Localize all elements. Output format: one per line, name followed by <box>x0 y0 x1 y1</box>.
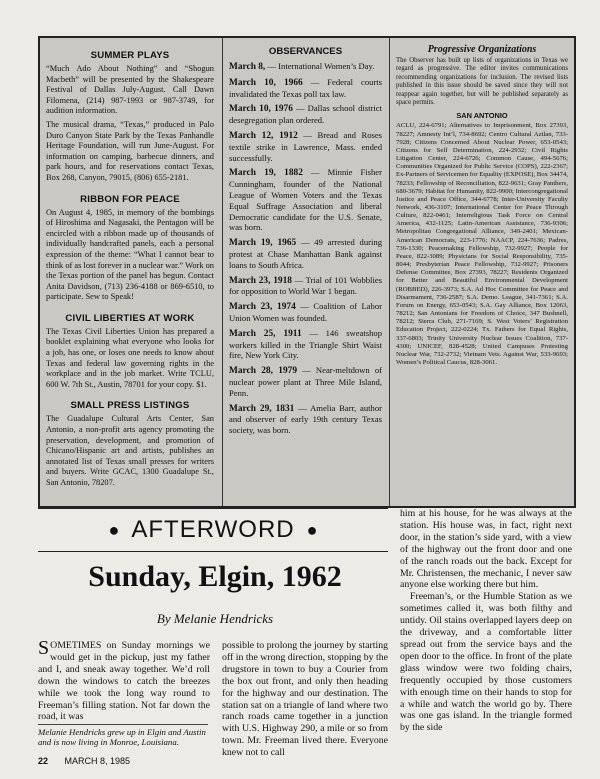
observance-item <box>229 328 382 361</box>
observance-text: — Amelia Barr, author and observer of early 19th century Texas society, was born. <box>229 402 382 436</box>
summer-plays-text-2: The musical drama, “Texas,” produced in Palo Duro Canyon State Park by the Texas Panhandle Heritage Foundation, will run June-August. For information on camping, barbecue dinners, and park hours, and for reservations contact Texas, Box 268, Canyon, 79015, (806) 655-2181. <box>46 119 214 182</box>
bullet-icon: ● <box>306 519 318 540</box>
article-paragraph: Freeman’s, or the Humble Station as we sometimes called it, was both filthy and untidy. Oil stains overlapped layers deep on the driveway, and a comfortable litter spread out from the service bays and the open door to the office. In front of the plate glass window were two folding chairs, frequently occupied by those customers with enough time on their hands to stop for a while and watch the world go by. There was one gas island. In the triangle formed by the side <box>400 591 572 734</box>
afterword-banner <box>38 508 388 552</box>
notices-box <box>38 36 576 508</box>
progressive-orgs-column <box>389 38 574 506</box>
observance-item <box>229 301 382 324</box>
issue-date: MARCH 8, 1985 <box>64 756 131 766</box>
observance-date: March 19, 1965 <box>229 238 297 249</box>
observance-item <box>229 167 382 233</box>
article-column-3 <box>400 508 572 734</box>
small-press-text: The Guadalupe Cultural Arts Center, San Antonio, a non-profit arts agency promoting the preservation, development, and promotion of Chicano/Hispanic art and artists, publishes an annotated list of Texas small presses for writers and buyers. Write GCAC, 1300 Guadalupe St., San Antonio, 78207. <box>46 414 214 487</box>
observance-item <box>229 403 382 436</box>
page-number: 22 <box>38 756 49 766</box>
civil-liberties-heading: CIVIL LIBERTIES AT WORK <box>65 312 195 324</box>
progressive-orgs-list: ACLU, 224-6791; Alternatives to Imprisonment, Box 27393, 78227; Amnesty Int’l, 734-8692; Centro Cultural Aztlan, 733-7928; Citizens Concerned About Nuclear Power, 653-0543; Citizens for Self Determination, 224-2932; Civil Rights Litigation Center, 224-6726; Common Cause, 494-5676; Communities Organized for Public Service (COPS), 222-2367; Ex-Partners of Servicemen for Equality (EXPOSE), Box 34474, 78233; Fellowship of Reconciliation, 822-9631; Gray Panthers, 680-3679; Habitat for Humanity, 822-9900; Intercongregational Justice and Peace Office, 344-6778; Inter-University Faculty Network, 436-3107; International Center for Peace Through Culture, 822-0461; Interreligious Task Force on Central America, 432-1125; Latin-American Assistance, 736-9306; Metropolitan Congregational Alliance, 349-2401; Mexican-American Democrats, 223-1776; NAACP, 224-7636; Padres, 736-1330; Peacemaking Fellowship, 732-9927; People for Peace, 822-3089; Physicians for Social Responsibility, 735-8044; Presbyterian Peace Fellowship, 732-9927; Prisoners Defense Committee, Box 27393, 78227; Residents Organized for Better and Beautiful Environmental Development (ROBBED), 226-3973; S.A. Ad Hoc Committee for Peace and Disarmament, 736-2587; S.A. Demo. League, 341-7361; S.A. Forum on Energy, 653-0543; S.A. Gay Alliance, Box 12063, 78212; San Antonians for Freedom of Choice, 347 Bushnell, 78212; Sierra Club, 271-7169; S. West Voters’ Registration Education Project, 222-0224; Tx. Fathers for Equal Rights, 337-6803; Trinity University Nuclear Issues Coalition, 737-4300; UNICEF, 828-4528; United Campuses Protesting Nuclear War, 732-2732; Vietnam Vets. Against War, 533-9693; Women’s Political Caucus, 828-3061. <box>396 122 568 366</box>
observance-item <box>229 275 382 298</box>
article-column-2: possible to prolong the journey by starting off in the wrong direction, stopping by the drugstore in town to buy a Courier from the box out front, and only then heading for the highway and our destination. The station sat on a triangle of land where two ranch roads came together in a junction with U.S. Highway 290, a mile or so from town. Mr. Freeman lived there. Everyone knew not to call <box>222 640 388 759</box>
observance-date: March 10, 1976 <box>229 104 293 115</box>
bullet-icon: ● <box>108 519 120 540</box>
observance-text: — Federal courts invalidated the Texas poll tax law. <box>229 76 383 99</box>
observance-date: March 10, 1966 <box>229 77 303 88</box>
observance-text: — International Women’s Day. <box>265 61 375 71</box>
observance-item <box>229 103 382 126</box>
observance-date: March 25, 1911 <box>229 328 302 339</box>
page-footer <box>38 756 130 766</box>
author-bio: Melanie Hendricks grew up in Elgin and Austin and is now living in Monroe, Louisiana. <box>38 724 208 748</box>
observance-date: March 19, 1882 <box>229 168 303 179</box>
observance-text: — 49 arrested during protest at Chase Manhattan Bank against loans to South Africa. <box>229 237 382 270</box>
observance-item <box>229 77 382 100</box>
observance-text: — Trial of 101 Wobblies for opposition to World War 1 began. <box>229 274 382 297</box>
article-column-1 <box>38 637 210 723</box>
civil-liberties-text: The Texas Civil Liberties Union has prepared a booklet explaining what everyone who looks for a job, has one, or loses one needs to know about Texas and federal law governing rights in the workplace and in the job market. Write TCLU, 600 W. 7th St., Austin, 78701 for your copy. $1. <box>46 326 214 389</box>
observances-column <box>222 38 388 506</box>
ribbon-heading: RIBBON FOR PEACE <box>80 193 180 205</box>
observance-date: March 23, 1974 <box>229 302 296 313</box>
summer-plays-heading: SUMMER PLAYS <box>90 50 170 61</box>
observances-list <box>229 61 382 436</box>
observance-date: March 8, <box>229 62 266 72</box>
observance-text: — Coalition of Labor Union Women was founded. <box>229 301 383 323</box>
progressive-orgs-city: SAN ANTONIO <box>456 111 508 121</box>
observance-date: March 23, 1918 <box>229 275 292 286</box>
drop-cap: S <box>38 637 50 659</box>
observance-item <box>229 61 382 73</box>
observance-text: — 146 sweatshop workers killed in the Triangle Shirt Waist fire, New York City. <box>229 327 383 361</box>
article-text-1: OMETIMES on Sunday mornings we would get in the pickup, just my father and I, and sneak away together. We’d roll down the windows to catch the breezes while we took the long way round to Freeman’s filling station. Not far down the road, it was <box>38 640 210 723</box>
progressive-orgs-heading: Progressive Organizations <box>427 44 537 55</box>
article-paragraph: him at his house, for he was always at the station. His house was, in fact, right next door, in the station’s side yard, with a view of the highway out the front door and one of the ranch roads out the back. Except for Mr. Christensen, the mechanic, I never saw anyone else working there but him. <box>400 508 572 591</box>
observances-heading: OBSERVANCES <box>268 46 343 57</box>
observance-text: — Near-meltdown of nuclear power plant at Three Mile Island, Penn. <box>229 365 382 398</box>
observance-date: March 29, 1831 <box>229 403 295 414</box>
observance-date: March 28, 1979 <box>229 366 298 377</box>
article-byline: By Melanie Hendricks <box>156 611 274 626</box>
observance-text: — Dallas school district desegregation plan ordered. <box>229 103 382 126</box>
observance-date: March 12, 1912 <box>229 130 298 141</box>
observance-text: — Bread and Roses textile strike in Lawrence, Mass. ended successfully. <box>229 129 382 163</box>
notices-column <box>40 38 220 506</box>
afterword-label: AFTERWORD <box>131 516 295 543</box>
summer-plays-text-1: “Much Ado About Nothing” and “Shogun Macbeth” will be presented by the Shakespeare Festival of Dallas July-August. Call Dawn Filomena, (214) 987-1993 or 987-3749, for audition information. <box>46 64 214 116</box>
progressive-orgs-intro: The Observer has built up lists of organizations in Texas we regard as progressive. The editor invites communications recommending organizations for inclusion. The revised lists published in this issue should be saved since they will not reappear again together, but will be published separately as space permits. <box>396 57 568 107</box>
small-press-heading: SMALL PRESS LISTINGS <box>70 400 190 412</box>
article-title: Sunday, Elgin, 1962 <box>88 560 342 593</box>
observance-item <box>229 237 382 270</box>
ribbon-text: On August 4, 1985, in memory of the bombings of Hiroshima and Nagasaki, the Pentagon will be encircled with a ribbon made up of thousands of individually handcrafted panels, each a personal expression of the theme: “What I cannot bear to think of as lost forever in a nuclear war.” Work on the Texas portion of the panel has begun. Contact Anita Davidson, (713) 236-4188 or 869-6510, to participate. Sew to Speak! <box>46 207 214 302</box>
observance-item <box>229 130 382 163</box>
observance-item <box>229 365 382 398</box>
observance-text: — Minnie Fisher Cunningham, founder of the National League of Women Voters and the Texas Equal Suffrage Association and liberal Democratic candidate for the U.S. Senate, was born. <box>229 167 382 233</box>
